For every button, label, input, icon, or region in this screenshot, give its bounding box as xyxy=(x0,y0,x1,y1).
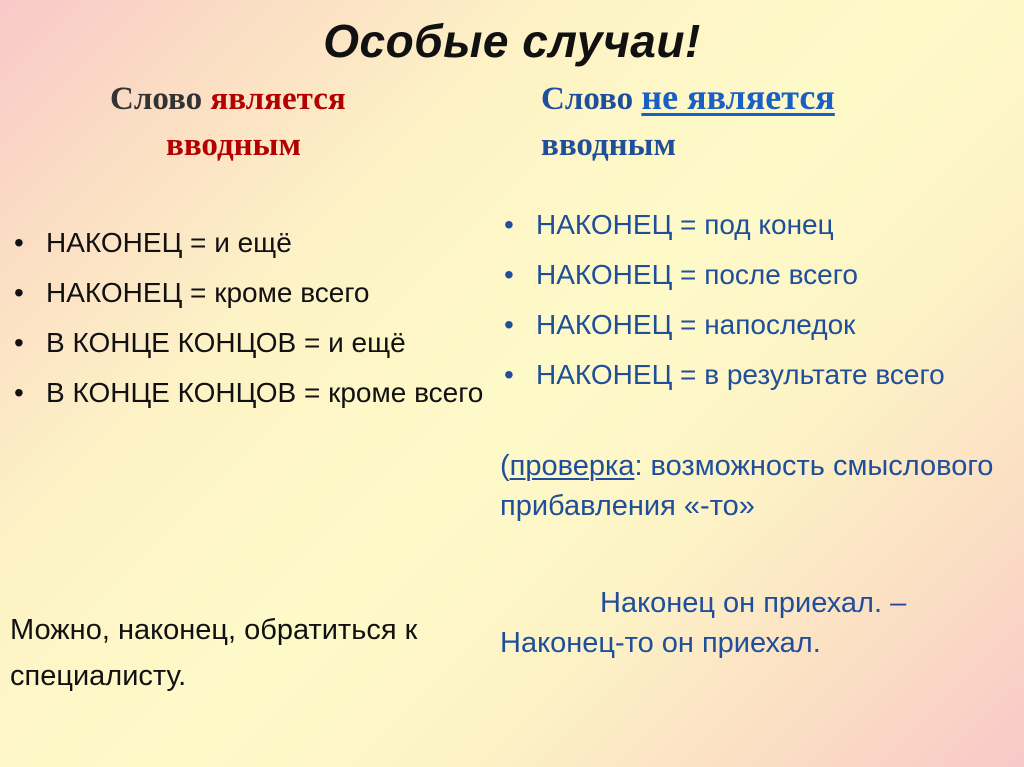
list-item: • В КОНЦЕ КОНЦОВ = кроме всего xyxy=(10,373,500,413)
right-heading-key: не является xyxy=(641,77,835,117)
right-bullet-list xyxy=(500,205,1000,405)
left-heading-key: является xyxy=(210,81,346,117)
right-column-heading xyxy=(541,74,835,168)
check-open-paren: ( xyxy=(500,450,510,482)
list-item: • НАКОНЕЦ = и ещё xyxy=(10,223,500,263)
list-item: • НАКОНЕЦ = под конец xyxy=(500,205,1000,245)
slide-title: Особые случаи! xyxy=(323,15,701,67)
left-bullet-list xyxy=(10,223,500,423)
right-example-line1: Наконец он приехал. – xyxy=(600,587,907,619)
list-item: • НАКОНЕЦ = напоследок xyxy=(500,305,1000,345)
left-heading-tail: вводным xyxy=(166,127,301,163)
left-column-heading xyxy=(110,76,346,168)
list-item: • НАКОНЕЦ = после всего xyxy=(500,255,1000,295)
right-example-line2: Наконец-то он приехал. xyxy=(500,627,821,659)
list-item: • В КОНЦЕ КОНЦОВ = и ещё xyxy=(10,323,500,363)
list-item: • НАКОНЕЦ = в результате всего xyxy=(500,355,1000,395)
left-heading-word: Слово xyxy=(110,81,203,117)
left-example-sentence: Можно, наконец, обратиться к специалисту. xyxy=(10,614,418,692)
list-item: • НАКОНЕЦ = кроме всего xyxy=(10,273,500,313)
check-rest: : возможность смыслового прибавления «-то» xyxy=(500,450,994,522)
check-note xyxy=(500,446,1010,526)
right-example xyxy=(500,583,1010,663)
check-word: проверка xyxy=(509,450,635,482)
right-heading-word: Слово xyxy=(541,81,634,117)
right-heading-tail: вводным xyxy=(541,127,676,163)
